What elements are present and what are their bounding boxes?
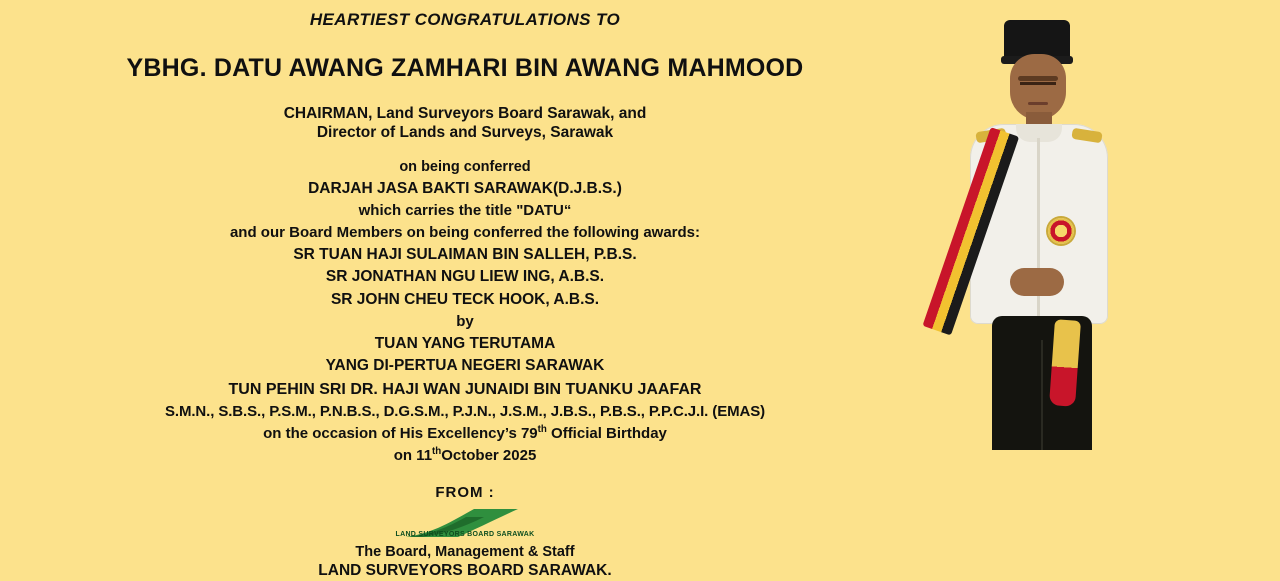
citation-block [0, 157, 930, 467]
date-line [0, 445, 930, 467]
citation-line-11: S.M.N., S.B.S., P.S.M., P.N.B.S., D.G.S.M., P.J.N., J.S.M., J.B.S., P.B.S., P.P.C.J.I. (EMAS) [164, 403, 766, 421]
citation-line-6: SR JOHN CHEU TECK HOOK, A.B.S. [330, 290, 600, 308]
board-logo [395, 507, 535, 541]
citation-line-8: TUAN YANG TERUTAMA [374, 334, 556, 352]
footer-block [0, 543, 930, 581]
occasion-superscript: th [537, 423, 547, 435]
eyes [1020, 82, 1056, 90]
position-block [0, 105, 930, 143]
position-line-1: CHAIRMAN, Land Surveyors Board Sarawak, and [283, 105, 647, 122]
occasion-suffix: Official Birthday [546, 424, 667, 442]
footer-line-1: The Board, Management & Staff [355, 544, 575, 561]
logo-wrap [0, 507, 930, 541]
citation-line-1: DARJAH JASA BAKTI SARAWAK(D.J.B.S.) [308, 179, 622, 197]
dignitary-portrait [952, 20, 1152, 450]
citation-line-5: SR JONATHAN NGU LIEW ING, A.B.S. [325, 268, 605, 286]
medal-star-icon [1048, 218, 1074, 244]
date-prefix: on 11 [393, 446, 433, 464]
occasion-line [0, 423, 930, 445]
date-suffix: October 2025 [441, 446, 537, 464]
citation-line-7: by [456, 313, 474, 331]
headline: HEARTIEST CONGRATULATIONS TO [309, 10, 621, 29]
citation-line-2: which carries the title "DATU“ [358, 202, 572, 220]
trouser-seam [1041, 340, 1043, 450]
mouth [1028, 102, 1048, 105]
citation-line-3: and our Board Members on being conferred the following awards: [229, 224, 701, 242]
clasped-hands [1010, 268, 1064, 296]
citation-line-10: TUN PEHIN SRI DR. HAJI WAN JUNAIDI BIN TUANKU JAAFAR [228, 380, 702, 398]
from-label: FROM : [435, 484, 495, 502]
position-line-2: Director of Lands and Surveys, Sarawak [316, 123, 614, 141]
occasion-prefix: on the occasion of His Excellency’s 79 [263, 424, 538, 442]
citation-line-4: SR TUAN HAJI SULAIMAN BIN SALLEH, P.B.S. [293, 245, 637, 263]
citation-line-9: YANG DI-PERTUA NEGERI SARAWAK [325, 357, 605, 375]
honoree-name: YBHG. DATU AWANG ZAMHARI BIN AWANG MAHMOOD [126, 54, 804, 82]
brow [1018, 76, 1058, 81]
date-superscript: th [432, 445, 442, 457]
logo-text: LAND SURVEYORS BOARD SARAWAK [395, 531, 535, 539]
citation-line-0: on being conferred [399, 158, 531, 175]
footer-line-2: LAND SURVEYORS BOARD SARAWAK. [318, 562, 612, 580]
